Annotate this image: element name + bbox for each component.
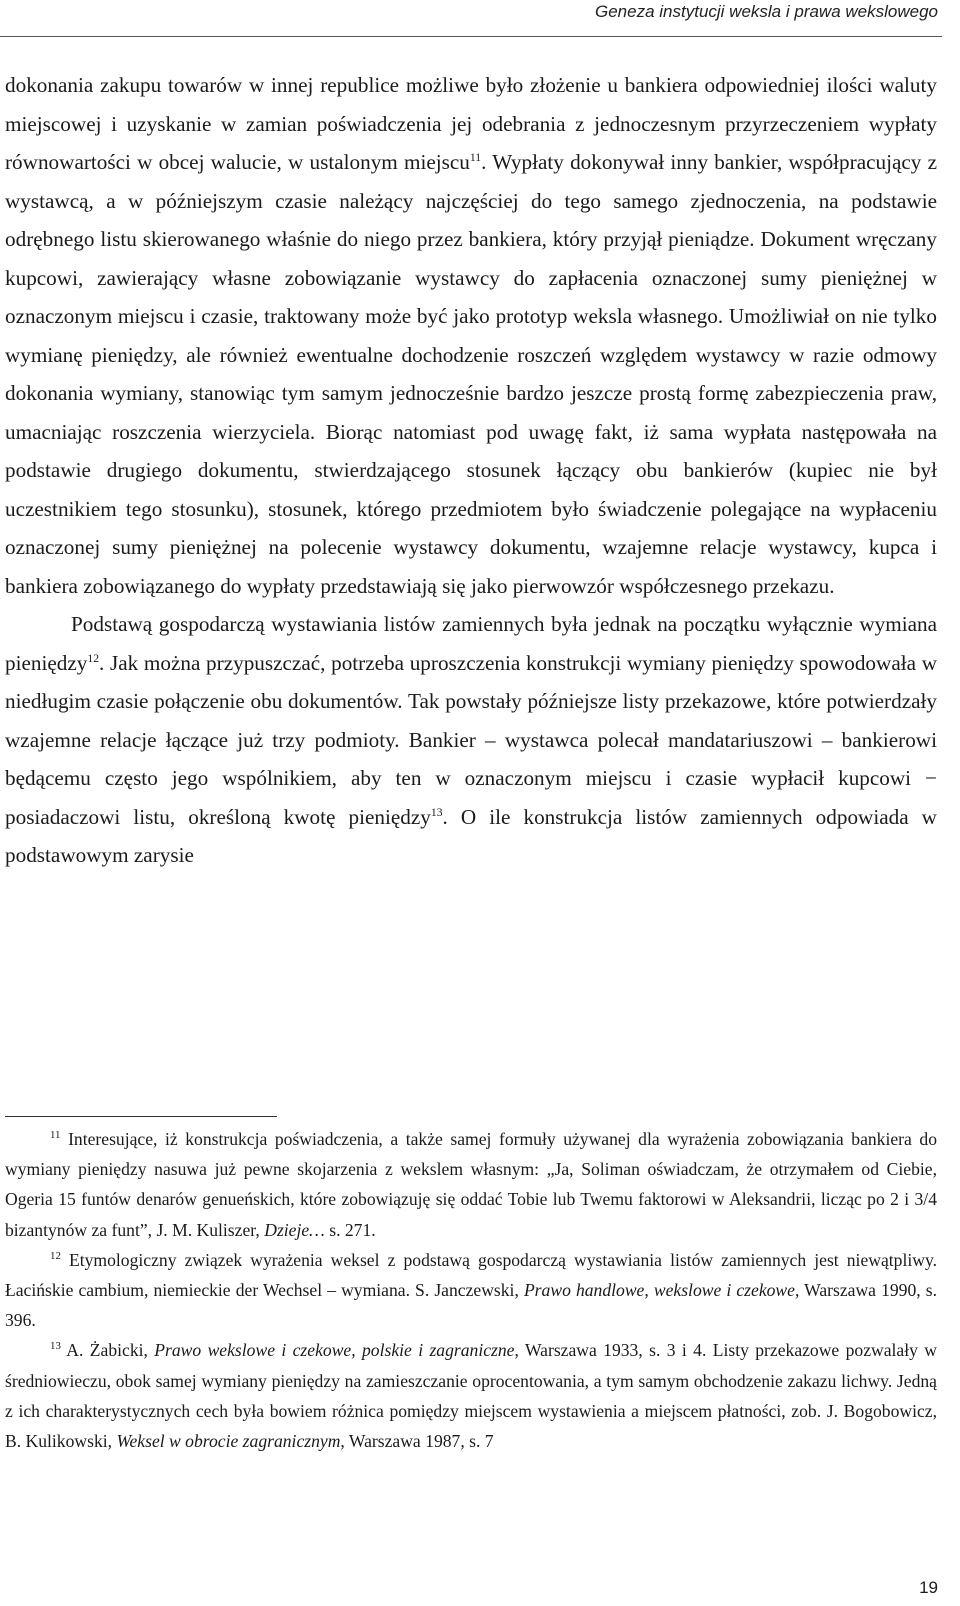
footnote-12-italic: Prawo handlowe, wekslowe i czekowe bbox=[523, 1280, 795, 1301]
running-header bbox=[0, 0, 938, 34]
main-text bbox=[5, 66, 937, 875]
footnote-number-11: 11 bbox=[50, 1129, 61, 1142]
paragraph-2-text-a: Podstawą gospodarczą wystawiania listów zamiennych była jednak na początku wyłącznie wymiana pieniędzy bbox=[5, 612, 937, 675]
paragraph-1-text-a: dokonania zakupu towarów w innej republice możliwe było złożenie u bankiera odpowiedniej ilości waluty miejscowej i uzyskanie w zamian poświadczenia jej odebrania z jednoczesnym przyrzeczeniem wypłaty równowartości w obcej walucie, w ustalonym miejscu bbox=[5, 73, 937, 174]
footnote-13 bbox=[5, 1335, 937, 1456]
footnote-13-text-b: , Warszawa 1933, s. 3 i 4. Listy przekazowe pozwalały w średniowieczu, obok samej wymiany pieniędzy na zamieszczanie oprocentowania, a tym samym obchodzenie zakazu lichwy. Jedną z ich charakterystycznych cech była bowiem różnica pomiędzy miejscem wystawienia a miejscem płatności, zob. J. Bogobowicz, B. Kulikowski, bbox=[5, 1340, 937, 1452]
footnote-ref-13: 13 bbox=[430, 805, 443, 819]
paragraph-2-text-b: . Jak można przypuszczać, potrzeba uproszczenia konstrukcji wymiany pieniędzy spowodowała w niedługim czasie połączenie obu dokumentów. Tak powstały późniejsze listy przekazowe, które potwierdzały wzajemne relacje łączące już trzy podmioty. Bankier – wystawca polecał mandatariuszowi – bankierowi będącemu często jego wspólnikiem, aby ten w oznaczonym miejscu i czasie wypłacił kupcowi − posiadaczowi listu, określoną kwotę pieniędzy bbox=[5, 650, 937, 829]
header-rule bbox=[0, 36, 942, 37]
footnote-11-text-a: Interesujące, iż konstrukcja poświadczenia, a także samej formuły używanej dla wyrażenia zobowiązania bankiera do wymiany pieniędzy nasuwa już pewne skojarzenia z wekslem własnym: „Ja, Soliman oświadczam, że otrzymałem od Ciebie, Ogeria 15 funtów denarów genueńskich, które zobowiązuję się oddać Tobie lub Twemu faktorowi w Aleksandrii, licząc po 2 i 3/4 bizantynów za funt”, J. M. Kuliszer, bbox=[5, 1129, 937, 1240]
footnote-11-text-b: s. 271. bbox=[324, 1219, 376, 1240]
footnote-13-italic-b: Weksel w obrocie zagranicznym bbox=[116, 1431, 341, 1452]
footnote-ref-12: 12 bbox=[87, 651, 100, 665]
footnote-ref-11: 11 bbox=[469, 150, 482, 164]
footnote-separator bbox=[5, 1116, 277, 1117]
paragraph-2 bbox=[5, 605, 937, 875]
paragraph-2-text-c: . O ile konstrukcja listów zamiennych odpowiada w podstawowym zarysie bbox=[5, 804, 937, 867]
running-title: Geneza instytucji weksla i prawa wekslowego bbox=[595, 2, 938, 21]
paragraph-1 bbox=[5, 66, 937, 605]
footnote-13-italic-a: Prawo wekslowe i czekowe, polskie i zagraniczne bbox=[154, 1340, 515, 1361]
paragraph-1-text-b: . Wypłaty dokonywał inny bankier, współpracujący z wystawcą, a w późniejszym czasie należący najczęściej do tego samego zjednoczenia, na podstawie odrębnego listu skierowanego właśnie do niego przez bankiera, który przyjął pieniądze. Dokument wręczany kupcowi, zawierający własne zobowiązanie wystawcy do zapłacenia oznaczonej sumy pieniężnej w oznaczonym miejscu i czasie, traktowany może być jako prototyp weksla własnego. Umożliwiał on nie tylko wymianę pieniędzy, ale również ewentualne dochodzenie roszczeń względem wystawcy w razie odmowy dokonania wymiany, stanowiąc tym samym jednocześnie bardzo jeszcze prostą formę zabezpieczenia praw, umacniając roszczenia wierzyciela. Biorąc natomiast pod uwagę fakt, iż sama wypłata następowała na podstawie drugiego dokumentu, stwierdzającego stosunek łączący obu bankierów (kupiec nie był uczestnikiem tego stosunku), stosunek, którego przedmiotem było świadczenie polegające na wypłaceniu oznaczonej sumy pieniężnej na polecenie wystawcy dokumentu, wzajemne relacje wystawcy, kupca i bankiera zobowiązanego do wypłaty przedstawiają się jako pierwowzór współczesnego przekazu. bbox=[5, 150, 937, 598]
footnote-13-text-c: , Warszawa 1987, s. 7 bbox=[340, 1431, 494, 1452]
page-number: 19 bbox=[919, 1578, 938, 1597]
footnote-12 bbox=[5, 1245, 937, 1336]
footnote-number-12: 12 bbox=[50, 1249, 61, 1262]
footnote-11 bbox=[5, 1124, 937, 1245]
footnotes bbox=[5, 1124, 937, 1456]
footnote-12-text-b: , Warszawa 1990, s. 396. bbox=[5, 1280, 937, 1331]
footnote-number-13: 13 bbox=[50, 1340, 61, 1353]
footnote-11-italic: Dzieje… bbox=[264, 1219, 325, 1240]
footnote-13-text-a: A. Żabicki, bbox=[60, 1340, 155, 1361]
footnote-12-text-a: Etymologiczny związek wyrażenia weksel z podstawą gospodarczą wystawiania listów zamiennych jest niewątpliwy. Łacińskie cambium, niemieckie der Wechsel – wymiana. S. Janczewski, bbox=[5, 1249, 937, 1301]
